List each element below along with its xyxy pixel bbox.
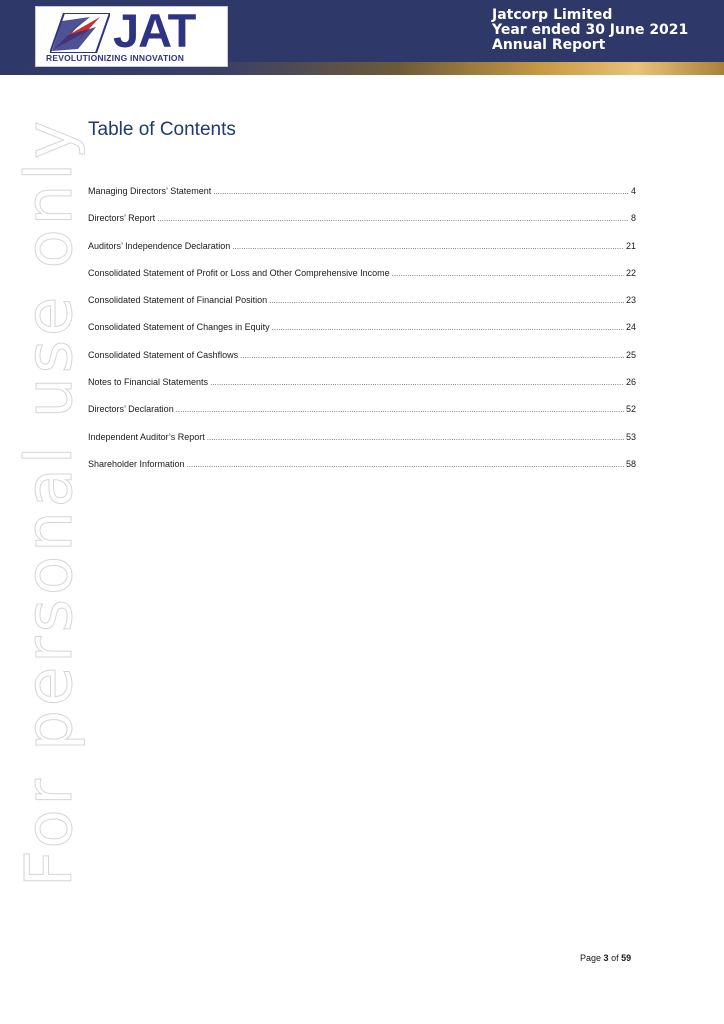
toc-entry-page: 24	[625, 322, 636, 333]
toc-entry[interactable]	[88, 432, 636, 459]
toc-entry-page: 25	[625, 349, 636, 360]
toc-leader-dots	[187, 460, 624, 469]
toc-entry-label: Directors’ Report	[88, 213, 156, 224]
toc-entry-page: 22	[625, 267, 636, 278]
company-name: Jatcorp Limited	[492, 7, 613, 23]
toc-entry[interactable]	[88, 186, 636, 213]
toc-leader-dots	[269, 296, 624, 305]
toc-leader-dots	[232, 242, 624, 251]
report-period: Year ended 30 June 2021	[492, 22, 689, 38]
watermark: For personal use only	[13, 116, 87, 888]
report-header	[0, 0, 724, 75]
toc-entry[interactable]	[88, 459, 636, 486]
toc-entry[interactable]	[88, 404, 636, 431]
toc-entry[interactable]	[88, 322, 636, 349]
toc-entry-label: Shareholder Information	[88, 458, 185, 469]
page-footer	[580, 953, 631, 963]
toc-leader-dots	[272, 323, 624, 332]
toc-title: Table of Contents	[88, 119, 236, 140]
toc-entry[interactable]	[88, 241, 636, 268]
toc-leader-dots	[157, 214, 629, 223]
toc-leader-dots	[213, 187, 629, 196]
toc-entry-label: Consolidated Statement of Cashflows	[88, 349, 239, 360]
toc-entry-label: Auditors’ Independence Declaration	[88, 240, 231, 251]
toc-leader-dots	[176, 405, 624, 414]
page-of: of	[611, 953, 619, 963]
toc-entry-label: Consolidated Statement of Financial Position	[88, 295, 268, 306]
toc-entry-page: 26	[625, 377, 636, 388]
toc-leader-dots	[392, 269, 624, 278]
toc-entry[interactable]	[88, 350, 636, 377]
logo-wordmark: JAT	[113, 4, 196, 57]
toc-entry-page: 52	[625, 404, 636, 415]
current-page-number: 3	[603, 953, 609, 963]
toc-entry[interactable]	[88, 377, 636, 404]
total-pages: 59	[621, 953, 632, 963]
logo-tagline: REVOLUTIONIZING INNOVATION	[46, 53, 185, 63]
toc-list	[88, 186, 636, 486]
toc-entry-label: Consolidated Statement of Profit or Loss and Other Comprehensive Income	[88, 267, 390, 278]
toc-entry-page: 58	[625, 458, 636, 469]
jat-logo	[35, 6, 228, 67]
toc-entry[interactable]	[88, 295, 636, 322]
toc-leader-dots	[207, 433, 624, 442]
toc-entry-label: Notes to Financial Statements	[88, 377, 209, 388]
toc-entry-label: Managing Directors’ Statement	[88, 186, 212, 196]
toc-entry-page: 4	[630, 186, 636, 196]
toc-entry-label: Directors’ Declaration	[88, 404, 174, 415]
toc-leader-dots	[210, 378, 624, 387]
jat-logo-mark-icon	[50, 13, 110, 53]
toc-entry-page: 21	[625, 240, 636, 251]
toc-entry-label: Independent Auditor’s Report	[88, 431, 205, 442]
toc-entry[interactable]	[88, 213, 636, 240]
toc-leader-dots	[240, 351, 624, 360]
toc-entry[interactable]	[88, 268, 636, 295]
toc-entry-label: Consolidated Statement of Changes in Equity	[88, 322, 270, 333]
toc-entry-page: 23	[625, 295, 636, 306]
page-prefix: Page	[580, 953, 602, 963]
report-title-block	[492, 8, 712, 53]
toc-entry-page: 8	[630, 213, 636, 224]
report-type: Annual Report	[492, 37, 606, 53]
toc-entry-page: 53	[625, 431, 636, 442]
